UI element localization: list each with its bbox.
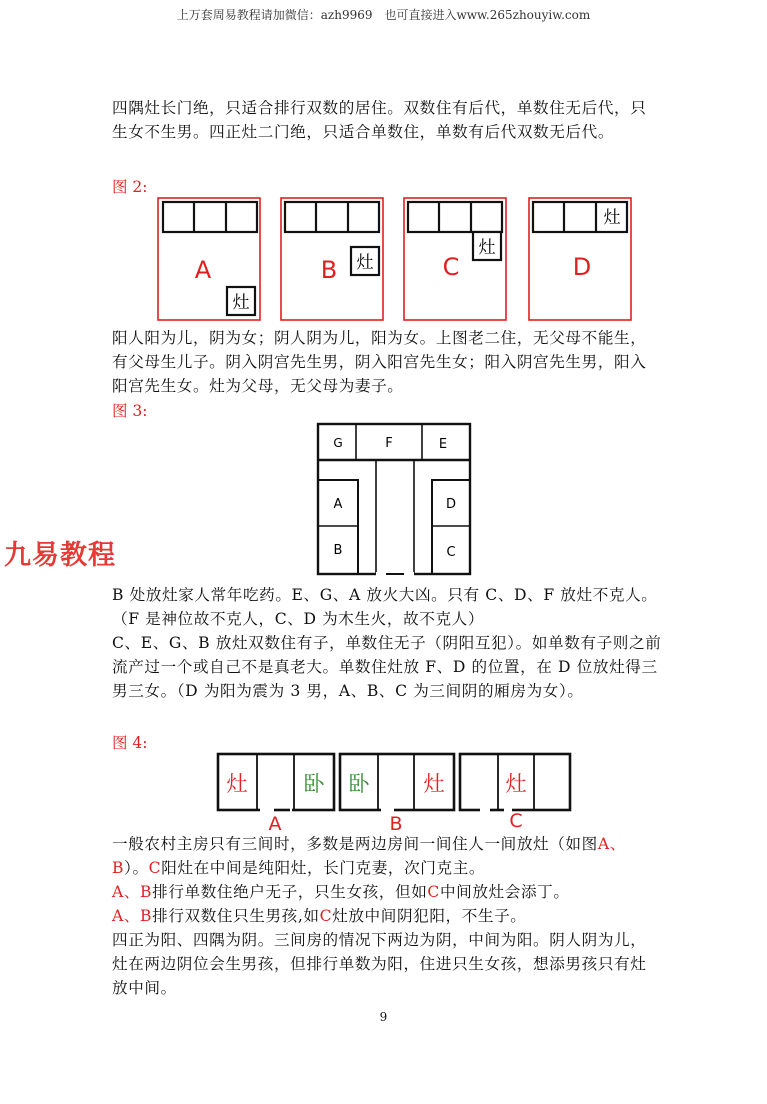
p4-l3-ab: A、B — [112, 907, 153, 925]
figure-2-diagram — [155, 195, 645, 325]
paragraph-4c — [112, 904, 662, 928]
fig4-house-c — [460, 754, 570, 832]
fig2-stove-a: 灶 — [232, 293, 250, 313]
p4-l1-a: A — [597, 835, 610, 853]
fig4-bed-a: 卧 — [303, 772, 325, 796]
watermark-logo: 九易教程 — [4, 540, 116, 571]
p4-l2-ab: A、B — [112, 883, 153, 901]
paragraph-2: 阳人阳为儿，阴为女；阴人阴为儿，阳为女。上图老二住，无父母不能生，有父母生儿子。阴入阴宫先生男，阴入阳宫先生女；阳入阴宫先生男，阳入阳宫先生女。灶为父母，无父母为妻子。 — [112, 329, 647, 395]
p4-l1-c: C — [148, 859, 162, 877]
paragraph-3a: B 处放灶家人常年吃药。E、G、A 放火大凶。只有 C、D、F 放灶不克人。（F 是神位故不克人，C、D 为木生火，故不克人） — [112, 586, 658, 628]
fig4-stove-c: 灶 — [505, 772, 527, 796]
p4-l3-suffix: 灶放中间阴犯阳，不生子。 — [332, 907, 527, 925]
fig2-stove-c: 灶 — [478, 238, 496, 258]
p4-l2-mid: 排行单数住绝户无子，只生女孩，但如 — [152, 883, 428, 901]
figure-3-diagram — [316, 422, 474, 578]
fig2-letter-d: D — [572, 253, 592, 281]
p4-l1-prefix: 一般农村主房只有三间时，多数是两边房间一间住人一间放灶（如图 — [112, 835, 598, 853]
fig2-house-c — [404, 198, 506, 320]
fig4-letter-b: B — [389, 813, 403, 835]
fig2-house-b — [281, 198, 383, 320]
figure-3-label: 图 3: — [112, 402, 148, 420]
p4-l2-suffix: 中间放灶会添丁。 — [439, 883, 570, 901]
fig3-room-c: C — [446, 545, 456, 560]
fig4-house-a — [218, 754, 334, 835]
paragraph-1: 四隅灶长门绝，只适合排行双数的居住。双数住有后代，单数住无后代，只生女不生男。四正灶二门绝，只适合单数住，单数有后代双数无后代。 — [112, 99, 647, 141]
fig4-letter-c: C — [509, 810, 523, 832]
fig2-stove-d: 灶 — [603, 208, 621, 228]
paragraph-4a — [112, 832, 662, 880]
fig2-letter-b: B — [320, 256, 338, 284]
figure-2-label: 图 2: — [112, 178, 148, 196]
fig3-room-b: B — [333, 543, 343, 558]
figure-4-label: 图 4: — [112, 734, 148, 752]
fig2-letter-a: A — [194, 256, 212, 284]
fig2-house-d — [529, 198, 631, 320]
p4-l3-c: C — [319, 907, 333, 925]
page-number: 9 — [379, 1010, 388, 1024]
paragraph-3b: C、E、G、B 放灶双数住有子，单数住无子（阴阳互犯）。如单数有子则之前流产过一个或自己不是真老大。单数住灶放 F、D 的位置，在 D 位放灶得三男三女。（D 为阳为震为 3 男，A、B、C 为三间阴的厢房为女）。 — [112, 634, 662, 700]
fig3-room-f: F — [385, 436, 393, 451]
p4-l1-mid: ）。 — [124, 859, 149, 877]
fig4-house-b — [340, 754, 454, 835]
p4-l1-b: B — [112, 859, 125, 877]
p4-l1-suffix: 阳灶在中间是纯阳灶，长门克妻，次门克主。 — [161, 859, 486, 877]
p4-l3-mid: 排行双数住只生男孩,如 — [152, 907, 320, 925]
fig3-room-e: E — [438, 437, 448, 452]
fig4-letter-a: A — [268, 813, 282, 835]
figure-4-diagram — [214, 748, 576, 835]
fig4-bed-b: 卧 — [348, 772, 370, 796]
p4-l1-sep: 、 — [609, 835, 626, 853]
fig3-room-g: G — [333, 436, 343, 450]
fig2-house-a — [158, 198, 260, 320]
fig3-room-a: A — [333, 497, 343, 512]
fig2-letter-c: C — [442, 253, 460, 281]
fig2-stove-b: 灶 — [356, 253, 374, 273]
p4-l2-c: C — [427, 883, 440, 901]
fig3-room-d: D — [445, 497, 457, 512]
page-header: 上万套周易教程请加微信：azh9969 也可直接进入www.265zhouyiw.com — [176, 8, 591, 22]
paragraph-4d: 四正为阳、四隅为阴。三间房的情况下两边为阴，中间为阳。阴人阴为儿，灶在两边阴位会生男孩，但排行单数为阳，住进只生女孩，想添男孩只有灶放中间。 — [112, 931, 647, 997]
paragraph-4b — [112, 880, 662, 904]
fig4-stove-b: 灶 — [423, 772, 445, 796]
fig4-stove-a: 灶 — [226, 772, 248, 796]
